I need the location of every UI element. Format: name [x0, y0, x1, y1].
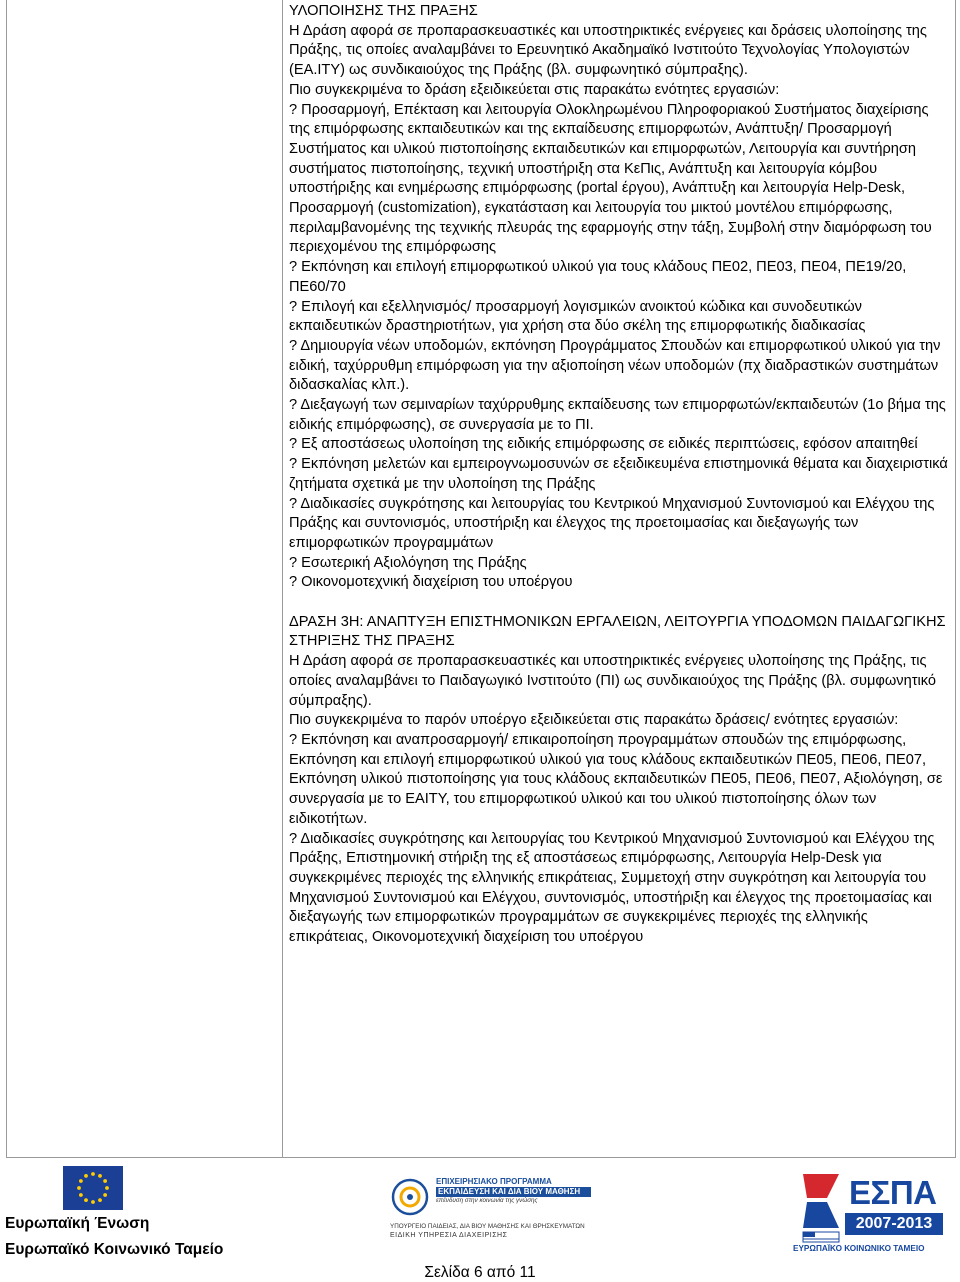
list-item: ? Προσαρμογή, Επέκταση και λειτουργία Ολοκληρωμένου Πληροφοριακού Συστήματος διαχείρισης της επιμόρφωσης εκπαιδευτικών και της εκπαίδευσης επιμορφωτών, Ανάπτυξη/ Προσαρμογή Συστήματος και υλικού πιστοποίησης εκπαιδευτικών και επιμορφωτών, Λειτουργία και συντήρηση συστήματος πιστοποίησης, τεχνική υποστήριξη στα ΚεΠις, Ανάπτυξη και λειτουργία κόμβου υποστήριξης και ενημέρωσης επιμόρφωσης (portal έργου), Ανάπτυξη και λειτουργία Help-Desk, Προσαρμογή (customization), εγκατάσταση και λειτουργία του μικτού μοντέλου επιμόρφωσης, περιλαμβανομένης της τεχνικής πλευράς της εφαρμογής στην τάξη, Συμβολή στην διαμόρφωση του περιεχομένου της επιμόρφωσης: [289, 101, 932, 256]
section1-heading-tail: ΥΛΟΠΟΙΗΣΗΣ ΤΗΣ ΠΡΑΞΗΣ: [289, 3, 478, 19]
section2-title: ΔΡΑΣΗ 3Η: ΑΝΑΠΤΥΞΗ ΕΠΙΣΤΗΜΟΝΙΚΩΝ ΕΡΓΑΛΕΙΩΝ, ΛΕΙΤΟΥΡΓΙΑ ΥΠΟΔΟΜΩΝ ΠΑΙΔΑΓΩΓΙΚΗΣ ΣΤΗΡΙΞΗΣ ΤΗΣ ΠΡΑΞΗΣ: [289, 613, 946, 650]
espa-years: 2007-2013: [845, 1213, 943, 1235]
espa-fund-label: ΕΥΡΩΠΑΪΚΟ ΚΟΙΝΩΝΙΚΟ ΤΑΜΕΙΟ: [793, 1244, 925, 1253]
list-item: ? Επιλογή και εξελληνισμός/ προσαρμογή λογισμικών ανοικτού κώδικα και συνοδευτικών εκπαιδευτικών δραστηριοτήτων, για χρήση στα δύο σκέλη της επιμορφωτικής διαδικασίας: [289, 298, 866, 335]
list-item: ? Εκπόνηση μελετών και εμπειρογνωμοσυνών σε εξειδικευμένα επιστημονικά θέματα και διαχειριστικά ζητήματα σχετικά με την υλοποίηση της Πράξης: [289, 456, 948, 492]
eu-star: [77, 1186, 81, 1190]
managing-authority-label: ΕΙΔΙΚΗ ΥΠΗΡΕΣΙΑ ΔΙΑΧΕΙΡΙΣΗΣ: [390, 1232, 508, 1239]
eu-star: [79, 1179, 83, 1183]
eu-star: [84, 1174, 88, 1178]
list-item: ? Διεξαγωγή των σεμιναρίων ταχύρρυθμης εκπαίδευσης των επιμορφωτών/εκπαιδευτών (1ο βήμα της ειδικής επιμόρφωσης), σε συνεργασία με το ΠΙ.: [289, 397, 946, 433]
espa-wordmark: ΕΣΠΑ: [849, 1174, 937, 1211]
eu-union-label: Ευρωπαϊκή Ένωση: [5, 1215, 150, 1232]
eu-star: [79, 1193, 83, 1197]
table-left-column: [7, 0, 283, 1157]
eu-star: [103, 1193, 107, 1197]
list-item: ? Οικονομοτεχνική διαχείριση του υποέργου: [289, 574, 573, 591]
eu-fund-label: Ευρωπαϊκό Κοινωνικό Ταμείο: [5, 1241, 224, 1258]
eu-star: [105, 1186, 109, 1190]
eu-star: [91, 1172, 95, 1176]
espa-emblem-icon: [797, 1170, 845, 1246]
eu-flag-icon: [63, 1166, 123, 1210]
list-item: ? Εκπόνηση και αναπροσαρμογή/ επικαιροποίηση προγραμμάτων σπουδών της επιμόρφωσης, Εκπόνηση και επιλογή επιμορφωτικού υλικού για τους κλάδους εκπαιδευτικών ΠΕ05, ΠΕ06, ΠΕ07, Εκπόνηση υλικού πιστοποίησης για τους κλάδους εκπαιδευτικών ΠΕ05, ΠΕ06, ΠΕ07, Αξιολόγηση, σε συνεργασία με το ΕΑΙΤΥ, του επιμορφωτικού υλικού και του υλικού πιστοποίησης όλων των ειδικοτήτων.: [289, 732, 943, 827]
eu-star: [84, 1198, 88, 1202]
list-item: ? Διαδικασίες συγκρότησης και λειτουργίας του Κεντρικού Μηχανισμού Συντονισμού και Ελέγχου της Πράξης και συντονισμός, υποστήριξη και έλεγχος της προετοιμασίας και διεξαγωγής των επιμορφωτικών προγραμμάτων: [289, 495, 935, 551]
programme-subtitle: ΕΚΠΑΙΔΕΥΣΗ ΚΑΙ ΔΙΑ ΒΙΟΥ ΜΑΘΗΣΗ: [436, 1187, 591, 1197]
programme-emblem-icon: [390, 1177, 430, 1217]
eu-star: [98, 1198, 102, 1202]
programme-title: ΕΠΙΧΕΙΡΗΣΙΑΚΟ ΠΡΟΓΡΑΜΜΑ: [436, 1177, 552, 1186]
page-footer: [0, 1158, 960, 1282]
ministry-label: ΥΠΟΥΡΓΕΙΟ ΠΑΙΔΕΙΑΣ, ΔΙΑ ΒΙΟΥ ΜΑΘΗΣΗΣ ΚΑΙ ΘΡΗΣΚΕΥΜΑΤΩΝ: [390, 1223, 585, 1230]
espa-logo: [793, 1166, 953, 1258]
page-number: Σελίδα 6 από 11: [424, 1264, 536, 1281]
section1-lead: Πιο συγκεκριμένα το δράση εξειδικεύεται στις παρακάτω ενότητες εργασιών:: [289, 81, 780, 98]
list-item: ? Εκπόνηση και επιλογή επιμορφωτικού υλικού για τους κλάδους ΠΕ02, ΠΕ03, ΠΕ04, ΠΕ19/20, ΠΕ60/70: [289, 259, 907, 295]
section2-lead: Πιο συγκεκριμένα το παρόν υποέργο εξειδικεύεται στις παρακάτω δράσεις/ ενότητες εργασιών:: [289, 712, 899, 729]
eu-star: [98, 1174, 102, 1178]
list-item: ? Εσωτερική Αξιολόγηση της Πράξης: [289, 554, 527, 571]
eu-star: [103, 1179, 107, 1183]
list-item: ? Εξ αποστάσεως υλοποίηση της ειδικής επιμόρφωσης σε ειδικές περιπτώσεις, εφόσον απαιτηθεί: [289, 436, 918, 453]
programme-logo: [390, 1173, 590, 1251]
section2-intro: Η Δράση αφορά σε προπαρασκευαστικές και υποστηρικτικές ενέργειες υλοποίησης της Πράξης, τις οποίες αναλαμβάνει το Παιδαγωγικό Ινστιτούτο (ΠΙ) ως συνδικαιούχος της Πράξης (βλ. συμφωνητικό σύμπραξης).: [289, 653, 936, 709]
list-item: ? Διαδικασίες συγκρότησης και λειτουργίας του Κεντρικού Μηχανισμού Συντονισμού και Ελέγχου της Πράξης, Επιστημονική στήριξη της εξ αποστάσεως επιμόρφωσης, Λειτουργία Help-Desk για συγκεκριμένες περιοχές της ελληνικής επικράτειας, Συμμετοχή στην συγκρότηση και λειτουργία του Μηχανισμού Συντονισμού και Ελέγχου, συντονισμός, υποστήριξη και έλεγχος της προετοιμασίας και διεξαγωγής των επιμορφωτικών προγραμμάτων σε συγκεκριμένες περιοχές της ελληνικής επικράτειας, Οικονομοτεχνική διαχείριση του υποέργου: [289, 830, 935, 946]
programme-tagline: επένδυση στην κοινωνία της γνώσης: [436, 1197, 538, 1204]
eu-star: [91, 1200, 95, 1204]
section1-intro: Η Δράση αφορά σε προπαρασκευαστικές και υποστηρικτικές ενέργειες και δράσεις υλοποίησης της Πράξης, τις οποίες αναλαμβάνει το Ερευνητικό Ακαδημαϊκό Ινστιτούτο Τεχνολογίας Υπολογιστών (ΕΑ.ΙΤΥ) ως συνδικαιούχος της Πράξης (βλ. συμφωνητικό σύμπραξης).: [289, 22, 927, 79]
list-item: ? Δημιουργία νέων υποδομών, εκπόνηση Προγράμματος Σπουδών και επιμορφωτικού υλικού για την ειδική, ταχύρρυθμη επιμόρφωση για την αξιοποίηση νέων υποδομών (πχ διαδραστικών συστημάτων διδασκαλίας κλπ.).: [289, 337, 941, 394]
document-body: [289, 2, 949, 948]
